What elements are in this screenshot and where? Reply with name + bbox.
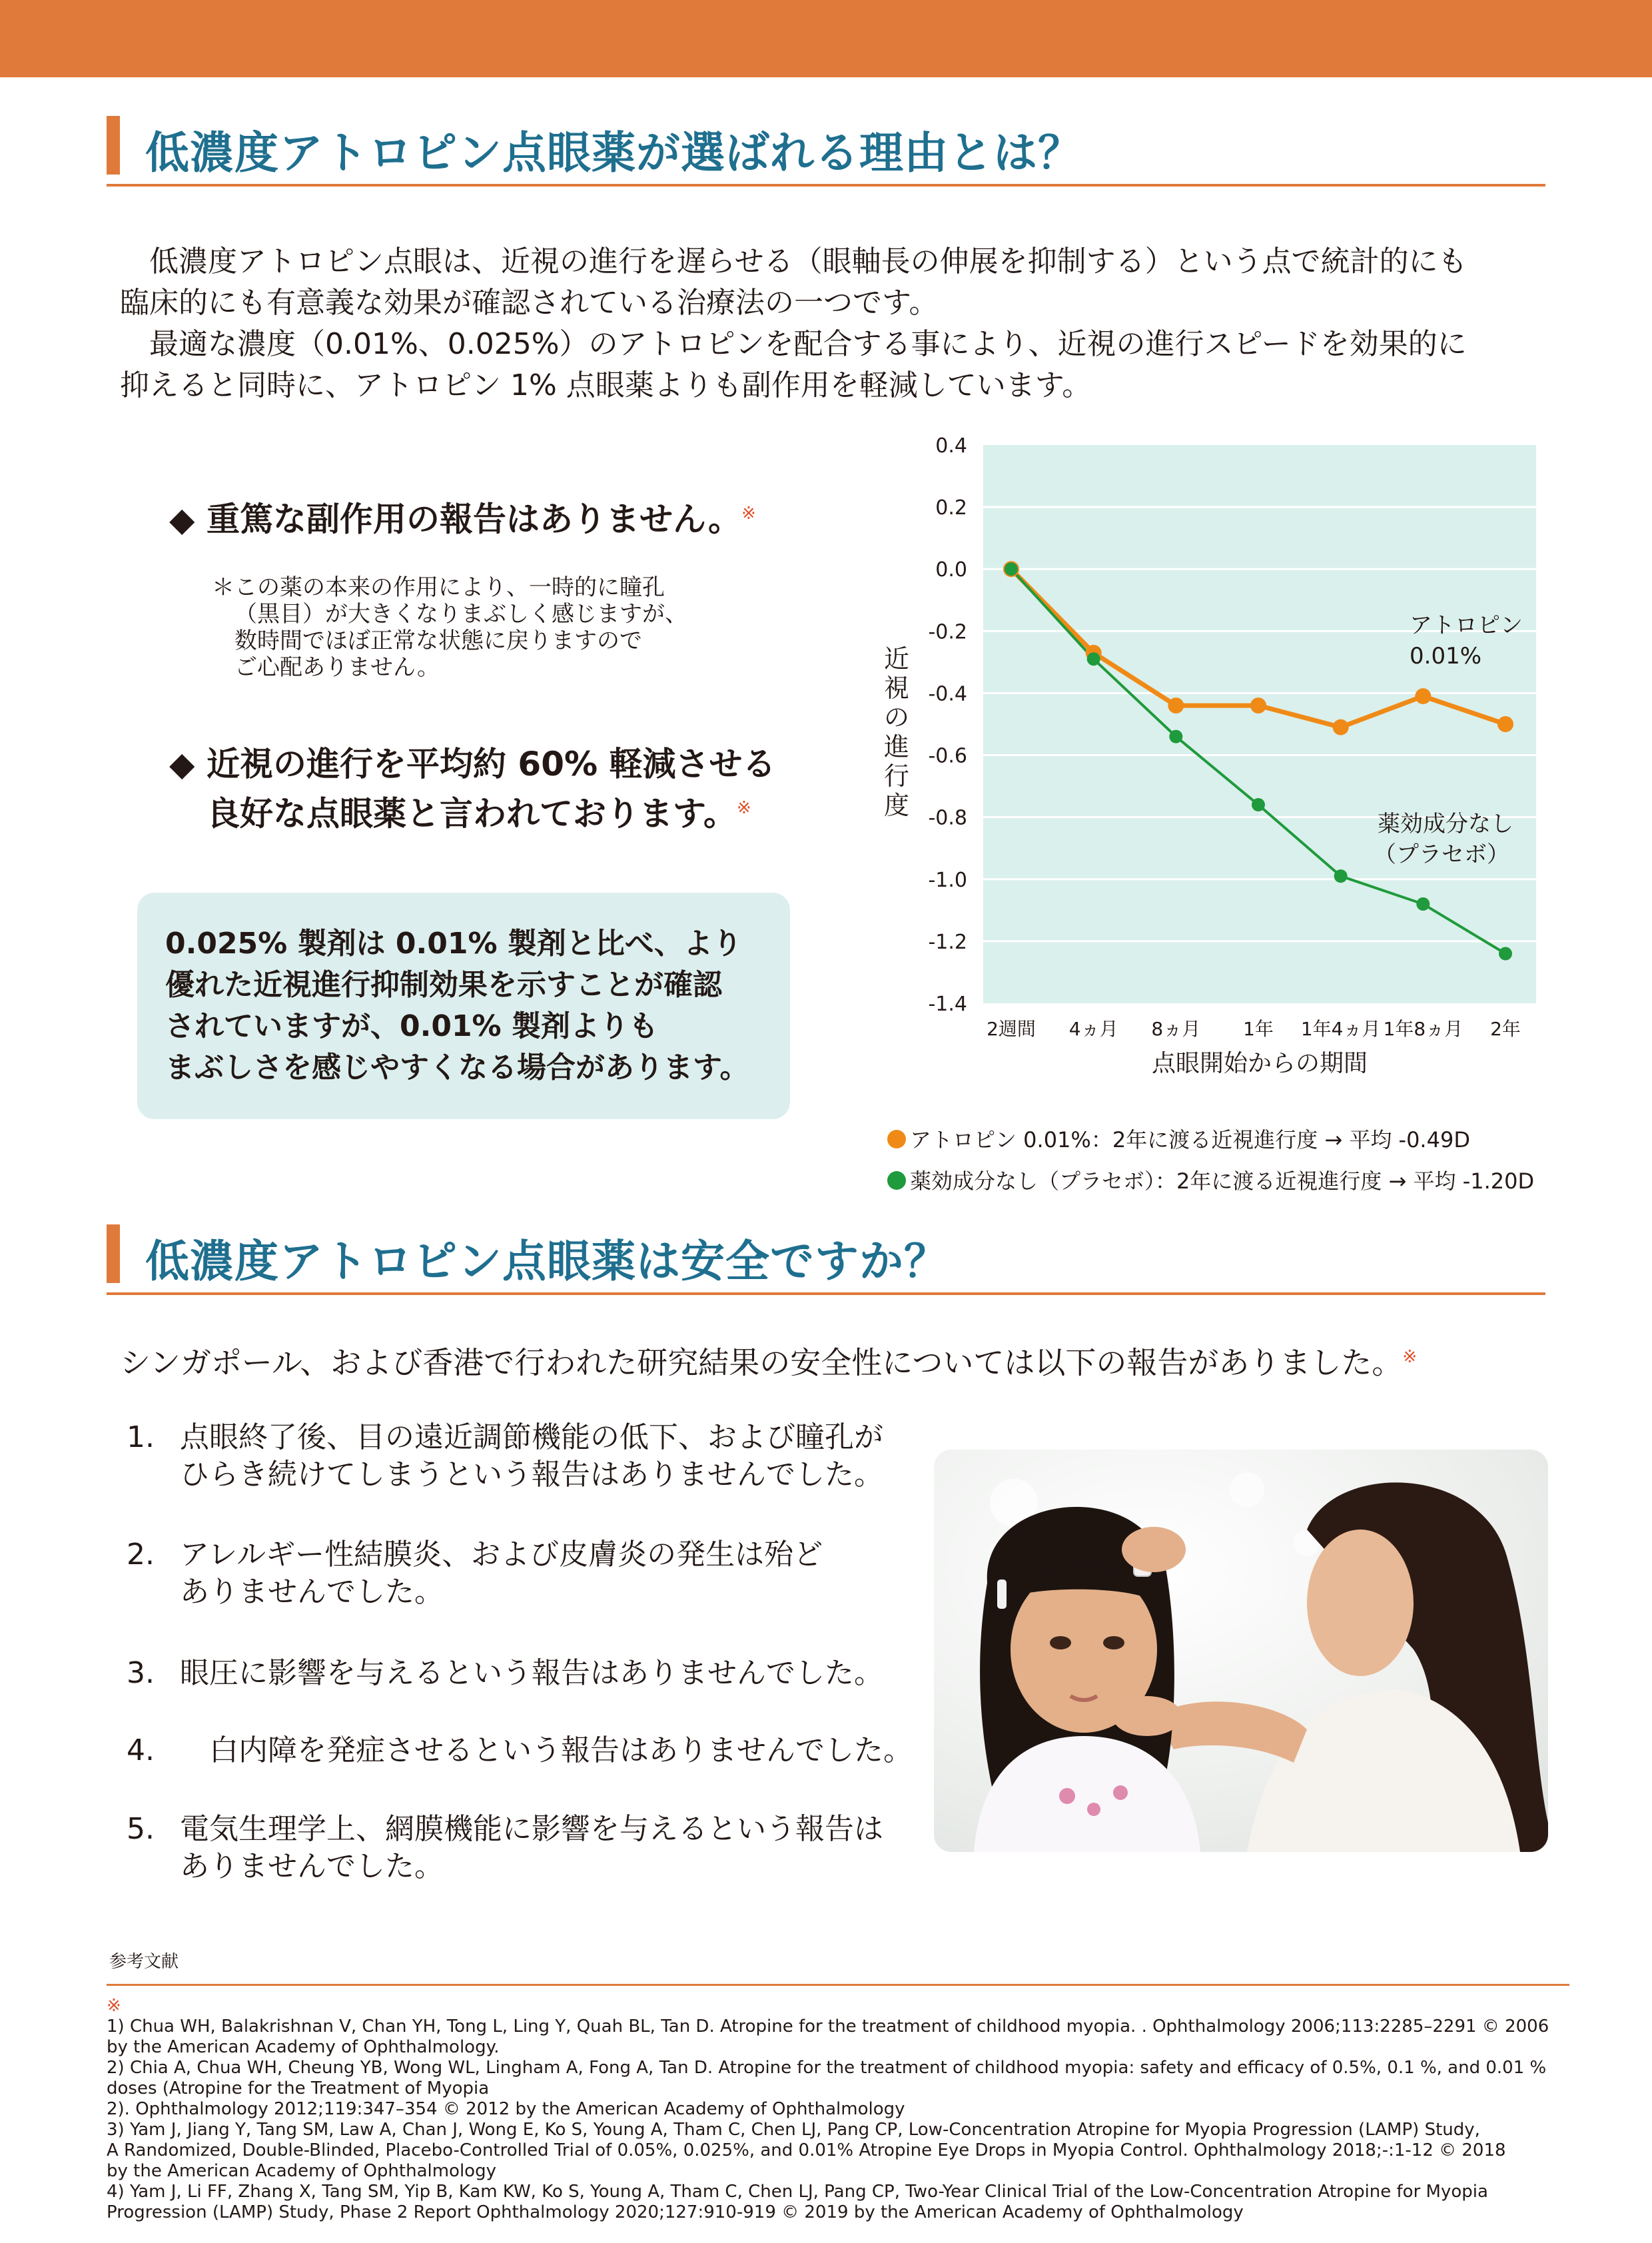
data-point bbox=[1252, 798, 1265, 811]
reference-mark: ※ bbox=[107, 1996, 121, 2016]
intro-line: 抑えると同時に、アトロピン 1% 点眼薬よりも副作用を軽減しています。 bbox=[120, 368, 1092, 402]
x-tick-label: 2年 bbox=[1490, 1018, 1521, 1040]
section-title-2: 低濃度アトロピン点眼薬は安全ですか？ bbox=[145, 1236, 949, 1287]
photo-mother-giving-eye-drops bbox=[934, 1450, 1548, 1852]
section-title-1: 低濃度アトロピン点眼薬が選ばれる理由とは？ bbox=[145, 127, 1082, 179]
series-label-line: （プラセボ） bbox=[1374, 841, 1509, 868]
y-tick-label: -1.2 bbox=[928, 930, 967, 954]
y-tick-label: 0.0 bbox=[935, 558, 967, 582]
references-divider bbox=[107, 1984, 1569, 1986]
item-text: ありませんでした。 bbox=[180, 1849, 444, 1883]
data-point bbox=[1415, 688, 1431, 704]
intro-line: 臨床的にも有意義な効果が確認されている治療法の一つです。 bbox=[120, 286, 939, 320]
y-tick-label: -0.4 bbox=[928, 682, 967, 706]
item-number: 4. bbox=[127, 1733, 155, 1767]
list-item bbox=[127, 1655, 883, 1692]
reference-line: 4) Yam J, Li FF, Zhang X, Tang SM, Yip B, Kam KW, Ko S, Young A, Tham C, Chen LJ, Pang CP, Two-Year Clinical Trial of the Low-Concentration Atropine for Myopia bbox=[107, 2182, 1488, 2202]
y-axis-ticks bbox=[928, 434, 967, 1016]
callout-line: 0.025% 製剤は 0.01% 製剤と比べ、より bbox=[165, 927, 742, 961]
bullet-no-serious-side-effects bbox=[169, 492, 756, 542]
y-axis-label-char: 視 bbox=[883, 673, 910, 703]
reference-line: by the American Academy of Ophthalmology. bbox=[107, 2037, 500, 2057]
reference-list bbox=[107, 1996, 1572, 2223]
bullet-progression-reduction bbox=[169, 742, 776, 836]
note-line: 数時間でほぼ正常な状態に戻りますので bbox=[234, 628, 642, 654]
y-axis-label-char: 進 bbox=[883, 732, 910, 761]
reference-line: 2) Chia A, Chua WH, Cheung YB, Wong WL, Lingham A, Fong A, Tan D. Atropine for the treatment of childhood myopia: safety and efficacy of 0.5%, 0.1 %, and 0.01 % bbox=[107, 2058, 1547, 2078]
references bbox=[107, 1948, 1572, 1973]
y-axis-label-char: 度 bbox=[883, 791, 910, 820]
reference-line: 1) Chua WH, Balakrishnan V, Chan YH, Tong L, Ling Y, Quah BL, Tan D. Atropine for the treatment of childhood myopia. . Ophthalmology 2006;113:2285–2291 © 2006 bbox=[107, 2017, 1549, 2036]
y-tick-label: -0.2 bbox=[928, 620, 967, 644]
safety-findings-list bbox=[127, 1419, 926, 1899]
callout-line: まぶしさを感じやすくなる場合があります。 bbox=[165, 1051, 749, 1085]
y-axis-label-char: 行 bbox=[883, 761, 910, 791]
x-axis-label: 点眼開始からの期間 bbox=[1151, 1050, 1368, 1077]
y-axis-label-char: 近 bbox=[883, 644, 910, 673]
data-point bbox=[1087, 652, 1100, 666]
data-point bbox=[1416, 897, 1430, 911]
intro-line: 最適な濃度（0.01%、0.025%）のアトロピンを配合する事により、近視の進行スピードを効果的に bbox=[120, 327, 1467, 361]
item-number: 5. bbox=[127, 1812, 155, 1846]
reference-mark: ※ bbox=[741, 504, 756, 524]
reference-line: 2). Ophthalmology 2012;119:347–354 © 2012 by the American Academy of Ophthalmology bbox=[107, 2099, 905, 2119]
item-number: 2. bbox=[127, 1538, 155, 1571]
myopia-progression-chart bbox=[866, 420, 1559, 1206]
item-text: アレルギー性結膜炎、および皮膚炎の発生は殆ど bbox=[180, 1538, 823, 1571]
y-tick-label: -1.4 bbox=[928, 993, 967, 1016]
item-text: 白内障を発症させるという報告はありませんでした。 bbox=[180, 1733, 913, 1767]
callout-line: されていますが、0.01% 製剤よりも bbox=[165, 1009, 658, 1043]
legend-marker-placebo bbox=[887, 1171, 906, 1190]
item-text: ひらき続けてしまうという報告はありませんでした。 bbox=[180, 1458, 883, 1492]
x-tick-label: 1年 bbox=[1243, 1018, 1274, 1040]
item-text: 点眼終了後、目の遠近調節機能の低下、および瞳孔が bbox=[180, 1420, 883, 1454]
x-tick-label: 1年8ヵ月 bbox=[1383, 1018, 1463, 1040]
reference-line: by the American Academy of Ophthalmology bbox=[107, 2161, 496, 2181]
section-heading-2 bbox=[107, 1219, 1545, 1295]
legend-text-placebo: 薬効成分なし（プラセボ）：2年に渡る近視進行度 → 平均 -1.20D bbox=[910, 1168, 1535, 1194]
data-point bbox=[1250, 697, 1266, 713]
safety-intro-text: シンガポール、および香港で行われた研究結果の安全性については以下の報告がありました。 bbox=[120, 1344, 1403, 1381]
note-line: （黒目）が大きくなりまぶしく感じますが、 bbox=[234, 601, 687, 628]
list-item bbox=[127, 1419, 883, 1494]
item-number: 3. bbox=[127, 1656, 155, 1690]
y-tick-label: 0.2 bbox=[935, 496, 967, 520]
bullet-text: 良好な点眼薬と言われております。 bbox=[206, 794, 737, 833]
x-tick-label: 1年4ヵ月 bbox=[1300, 1018, 1381, 1040]
data-point bbox=[1168, 697, 1184, 713]
safety-intro bbox=[120, 1336, 1532, 1383]
reference-mark: ※ bbox=[1402, 1347, 1418, 1367]
data-point bbox=[1497, 716, 1513, 732]
section-heading-1 bbox=[107, 111, 1545, 187]
item-text: ありませんでした。 bbox=[180, 1575, 444, 1609]
x-tick-label: 8ヵ月 bbox=[1151, 1018, 1201, 1040]
bullet-text: 近視の進行を平均約 60% 軽減させる bbox=[206, 745, 776, 783]
list-item bbox=[127, 1811, 883, 1885]
intro-line: 低濃度アトロピン点眼は、近視の進行を遅らせる（眼軸長の伸展を抑制する）という点で統計的にも bbox=[120, 244, 1467, 278]
note-line: ご心配ありません。 bbox=[234, 654, 440, 681]
callout-line: 優れた近視進行抑制効果を示すことが確認 bbox=[165, 968, 722, 1002]
callout-box bbox=[137, 893, 790, 1119]
item-number: 1. bbox=[127, 1420, 155, 1454]
heading-marker bbox=[107, 116, 120, 175]
diamond-icon: ◆ bbox=[169, 745, 195, 783]
legend-text-atropine: アトロピン 0.01%：2年に渡る近視進行度 → 平均 -0.49D bbox=[910, 1127, 1470, 1152]
bullet-text: 重篤な副作用の報告はありません。 bbox=[206, 500, 741, 539]
callout-text bbox=[165, 923, 749, 1089]
item-text: 眼圧に影響を与えるという報告はありませんでした。 bbox=[180, 1656, 883, 1690]
heading-marker bbox=[107, 1224, 120, 1283]
item-text: 電気生理学上、網膜機能に影響を与えるという報告は bbox=[180, 1812, 883, 1846]
list-item bbox=[127, 1536, 823, 1611]
y-tick-label: -0.6 bbox=[928, 744, 967, 768]
series-label-line: 薬効成分なし bbox=[1378, 811, 1513, 837]
series-label-line: 0.01% bbox=[1410, 643, 1482, 670]
data-point bbox=[1169, 730, 1182, 743]
list-item bbox=[127, 1732, 913, 1769]
legend-marker-atropine bbox=[887, 1130, 906, 1148]
reference-line: A Randomized, Double-Blinded, Placebo-Controlled Trial of 0.05%, 0.025%, and 0.01% Atropine Eye Drops in Myopia Control. Ophthalmology 2018;-:1-12 © 2018 bbox=[107, 2140, 1506, 2160]
reference-line: doses (Atropine for the Treatment of Myopia bbox=[107, 2078, 490, 2098]
references-header: 参考文献 bbox=[109, 1952, 179, 1972]
x-tick-label: 2週間 bbox=[987, 1018, 1036, 1040]
note-line: ＊この薬の本来の作用により、一時的に瞳孔 bbox=[212, 574, 665, 601]
y-axis-label-char: の bbox=[883, 703, 910, 732]
chart-legend bbox=[887, 1127, 1534, 1194]
data-point bbox=[1333, 719, 1349, 735]
y-tick-label: -1.0 bbox=[928, 868, 967, 892]
top-banner bbox=[0, 0, 1652, 77]
y-axis-label bbox=[884, 644, 909, 820]
x-tick-label: 4ヵ月 bbox=[1068, 1018, 1118, 1040]
reference-line: Progression (LAMP) Study, Phase 2 Report Ophthalmology 2020;127:910-919 © 2019 by the American Academy of Ophthalmology bbox=[107, 2202, 1244, 2222]
reference-line: 3) Yam J, Jiang Y, Tang SM, Law A, Chan J, Wong E, Ko S, Young A, Tham C, Chen LJ, Pang CP, Low-Concentration Atropine for Myopia Progression (LAMP) Study, bbox=[107, 2120, 1480, 2140]
data-point bbox=[1005, 562, 1018, 576]
data-point bbox=[1334, 869, 1348, 883]
intro-paragraph bbox=[120, 241, 1532, 406]
chart-plot-area bbox=[983, 445, 1536, 1003]
x-axis-ticks bbox=[987, 1018, 1521, 1040]
y-tick-label: 0.4 bbox=[935, 434, 967, 458]
series-label-line: アトロピン bbox=[1410, 612, 1523, 639]
side-effect-note bbox=[212, 574, 687, 681]
diamond-icon: ◆ bbox=[169, 500, 195, 539]
reference-mark: ※ bbox=[737, 798, 751, 818]
y-tick-label: -0.8 bbox=[928, 806, 967, 830]
data-point bbox=[1499, 947, 1512, 961]
